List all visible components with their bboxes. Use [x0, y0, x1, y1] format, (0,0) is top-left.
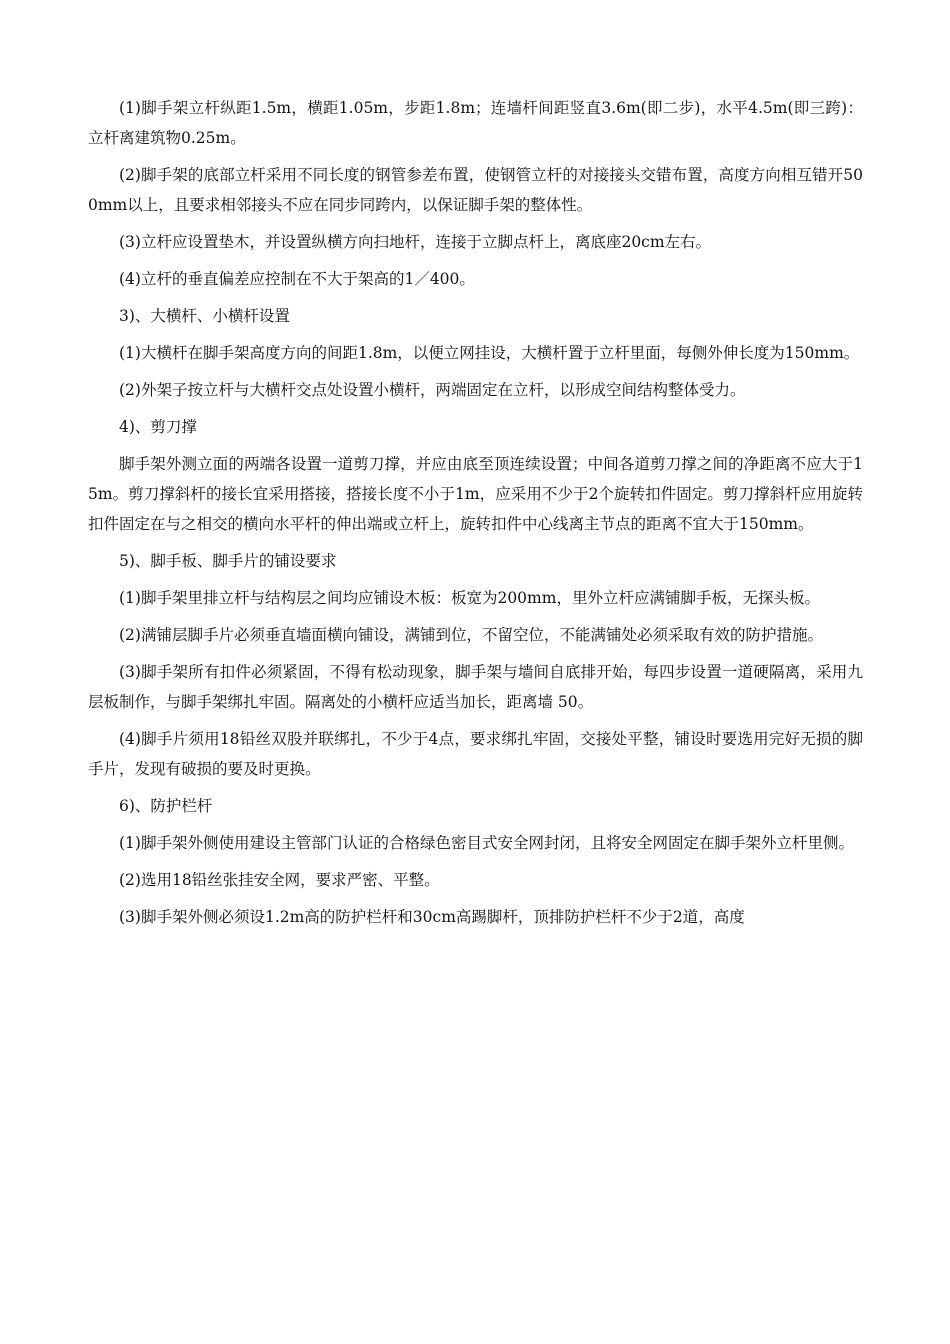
section-heading-6: 6)、防护栏杆 [119, 797, 213, 815]
paragraph-12: (1)脚手架外侧使用建设主管部门认证的合格绿色密目式安全网封闭，且将安全网固定在脚手架外立杆里侧。 [119, 834, 854, 852]
paragraph-5: (1)大横杆在脚手架高度方向的间距1.8m，以便立网挂设，大横杆置于立杆里面，每侧外伸长度为150mm。 [119, 344, 860, 362]
paragraph-1: (1)脚手架立杆纵距1.5m，横距1.05m，步距1.8m；连墙杆间距竖直3.6m(即二步)，水平4.5m(即三跨)：立杆离建筑物0.25m。 [88, 99, 863, 147]
paragraph-11: (4)脚手片须用18铅丝双股并联绑扎，不少于4点，要求绑扎牢固，交接处平整，铺设时要选用完好无损的脚手片，发现有破损的要及时更换。 [88, 730, 863, 778]
paragraph-8: (1)脚手架里排立杆与结构层之间均应铺设木板：板宽为200mm，里外立杆应满铺脚手板，无探头板。 [119, 589, 820, 607]
paragraph-2: (2)脚手架的底部立杆采用不同长度的钢管参差布置，使钢管立杆的对接接头交错布置，高度方向相互错开500mm以上，且要求相邻接头不应在同步同跨内，以保证脚手架的整体性。 [88, 166, 863, 214]
paragraph-14: (3)脚手架外侧必须设1.2m高的防护栏杆和30cm高踢脚杆，顶排防护栏杆不少于2道，高度 [119, 908, 745, 926]
paragraph-9: (2)满铺层脚手片必须垂直墙面横向铺设，满铺到位，不留空位，不能满铺处必须采取有效的防护措施。 [119, 626, 823, 644]
paragraph-10: (3)脚手架所有扣件必须紧固，不得有松动现象，脚手架与墙间自底排开始，每四步设置一道硬隔离，采用九层板制作，与脚手架绑扎牢固。隔离处的小横杆应适当加长，距离墙 50。 [88, 663, 863, 711]
section-heading-3: 3)、大横杆、小横杆设置 [119, 307, 290, 325]
paragraph-3: (3)立杆应设置垫木，并设置纵横方向扫地杆，连接于立脚点杆上，离底座20cm左右。 [119, 233, 712, 251]
paragraph-6: (2)外架子按立杆与大横杆交点处设置小横杆，两端固定在立杆，以形成空间结构整体受力。 [119, 381, 746, 399]
paragraph-4: (4)立杆的垂直偏差应控制在不大于架高的1／400。 [119, 270, 475, 288]
document-page [88, 93, 863, 939]
section-heading-4: 4)、剪刀撑 [119, 418, 197, 436]
paragraph-13: (2)选用18铅丝张挂安全网，要求严密、平整。 [119, 871, 440, 889]
paragraph-7: 脚手架外测立面的两端各设置一道剪刀撑，并应由底至顶连续设置；中间各道剪刀撑之间的净距离不应大于15m。剪刀撑斜杆的接长宜采用搭接，搭接长度不小于1m，应采用不少于2个旋转扣件固定。剪刀撑斜杆应用旋转扣件固定在与之相交的横向水平杆的伸出端或立杆上，旋转扣件中心线离主节点的距离不宜大于150mm。 [88, 455, 863, 533]
section-heading-5: 5)、脚手板、脚手片的铺设要求 [119, 552, 337, 570]
